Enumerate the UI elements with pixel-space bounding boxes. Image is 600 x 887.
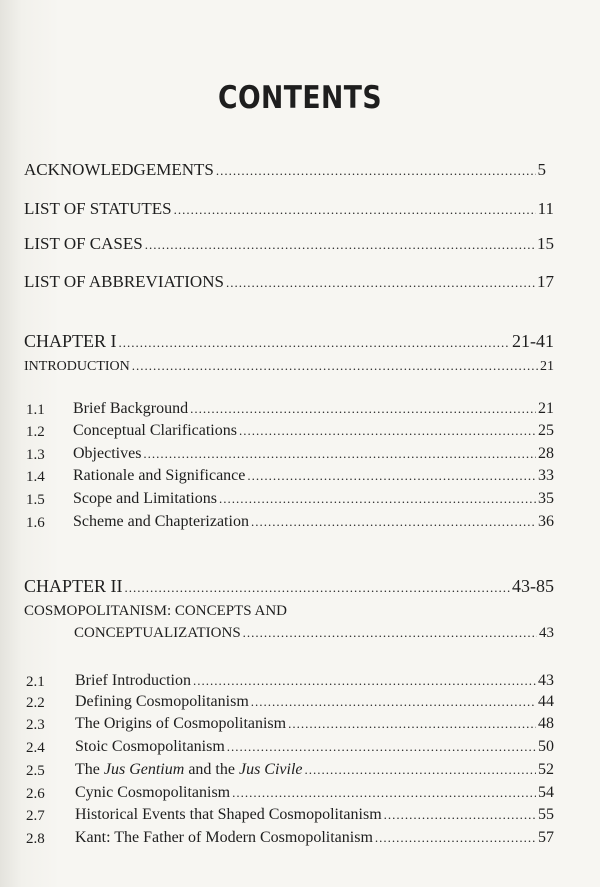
section-entry [75,715,554,733]
dot-leader [384,807,536,823]
section-page: 33 [538,467,554,484]
chapter-heading [24,576,554,597]
section-number: 1.1 [26,402,45,418]
dot-leader [239,423,536,439]
dot-leader [226,275,535,291]
section-number: 2.5 [26,763,45,779]
chapter-title-line1: COSMOPOLITANISM: CONCEPTS AND [24,603,288,619]
section-entry [75,672,554,690]
section-number: 2.4 [26,740,45,756]
dot-leader [288,716,536,732]
dot-leader [227,739,536,755]
chapter-pages: 21-41 [512,331,554,351]
chapter-heading [24,331,554,352]
section-number: 1.6 [26,515,45,531]
label-text: and the [184,761,239,778]
section-entry [75,806,554,824]
dot-leader [125,580,511,596]
section-entry [73,400,554,418]
section-entry [75,738,554,756]
section-number: 2.8 [26,831,45,847]
section-label [75,761,303,779]
dot-leader [174,202,536,218]
toc-entry [24,234,554,254]
label-italic-text: Jus Civile [238,761,303,778]
toc-entry [24,272,554,292]
label-italic-text: Jus Gentium [103,761,185,778]
section-entry [73,422,554,440]
dot-leader [247,468,536,484]
section-page: 36 [538,513,554,530]
dot-leader [251,514,536,530]
section-label: Kant: The Father of Modern Cosmopolitanism [75,829,373,846]
section-number: 2.3 [26,717,45,733]
dot-leader [251,694,536,710]
section-page: 57 [538,829,554,846]
section-label: Brief Background [73,400,189,417]
section-label: The Origins of Cosmopolitanism [75,715,287,732]
dot-leader [143,446,536,462]
chapter-title-label: INTRODUCTION [24,359,130,374]
chapter-title [74,625,554,642]
entry-page: 17 [537,272,554,291]
entry-page: 5 [537,160,546,179]
section-entry [75,784,554,802]
chapter-title-label: CONCEPTUALIZATIONS [74,625,241,641]
dot-leader [305,762,536,778]
section-page: 43 [538,672,554,689]
section-entry [75,761,554,779]
dot-leader [243,625,537,641]
entry-label: ACKNOWLEDGEMENTS [24,160,214,179]
section-page: 50 [538,738,554,755]
chapter-title-page: 21 [540,359,554,374]
entry-label: LIST OF STATUTES [24,199,172,218]
section-number: 1.5 [26,492,45,508]
section-label: Historical Events that Shaped Cosmopolitanism [75,806,382,823]
dot-leader [145,237,535,253]
section-number: 1.4 [26,469,45,485]
chapter-label: CHAPTER I [24,331,117,351]
dot-leader [375,830,536,846]
dot-leader [232,785,536,801]
section-number: 1.2 [26,424,45,440]
dot-leader [219,491,536,507]
chapter-pages: 43-85 [512,576,554,596]
section-label: Cynic Cosmopolitanism [75,784,231,801]
section-page: 44 [538,693,554,710]
section-page: 48 [538,715,554,732]
dot-leader [119,335,510,351]
section-page: 52 [538,761,554,778]
section-number: 2.1 [26,674,45,690]
entry-page: 11 [537,199,554,218]
dot-leader [190,401,536,417]
section-label: Scheme and Chapterization [73,513,249,530]
section-page: 54 [538,784,554,801]
entry-label: LIST OF ABBREVIATIONS [24,272,224,291]
toc-entry [24,160,546,180]
section-number: 2.2 [26,695,45,711]
section-label: Conceptual Clarifications [73,422,237,439]
section-label: Brief Introduction [75,672,191,689]
section-page: 55 [538,806,554,823]
section-label: Scope and Limitations [73,490,217,507]
section-page: 35 [538,490,554,507]
section-number: 2.6 [26,786,45,802]
toc-entry [24,199,554,219]
section-label: Objectives [73,445,142,462]
section-label: Stoic Cosmopolitanism [75,738,225,755]
dot-leader [216,163,536,179]
section-entry [75,829,554,847]
section-entry [73,490,554,508]
chapter-title [24,358,554,375]
section-page: 28 [538,445,554,462]
section-page: 21 [538,400,554,417]
section-entry [75,693,554,711]
section-entry [73,467,554,485]
section-page: 25 [538,422,554,439]
entry-label: LIST OF CASES [24,234,143,253]
chapter-label: CHAPTER II [24,576,123,596]
dot-leader [193,673,536,689]
dot-leader [132,358,538,374]
section-label: Rationale and Significance [73,467,246,484]
label-text: The [75,761,104,778]
section-number: 2.7 [26,808,45,824]
page-title: CONTENTS [217,80,383,116]
section-entry [73,513,554,531]
section-label: Defining Cosmopolitanism [75,693,249,710]
entry-page: 15 [537,234,554,253]
chapter-title-page: 43 [539,625,554,641]
section-entry [73,445,554,463]
section-number: 1.3 [26,447,45,463]
